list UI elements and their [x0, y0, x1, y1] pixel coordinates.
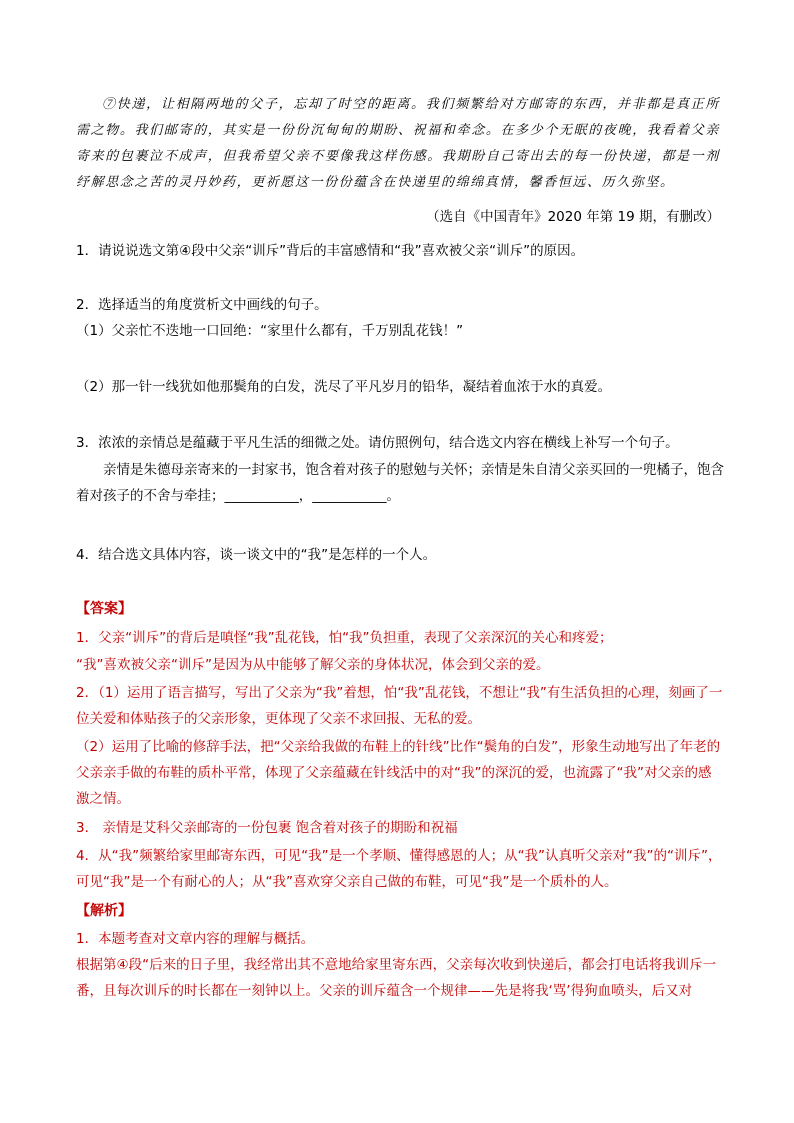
question-2-part-1: （1）父亲忙不迭地一口回绝：“家里什么都有，千万别乱花钱！”	[76, 323, 464, 339]
answer-2-part-2: （2）运用了比喻的修辞手法，把“父亲给我做的布鞋上的针线”比作“鬓角的白发”，形象生动地写出了年老的父亲亲手做的布鞋的质朴平常，体现了父亲蕴藏在针线活中的对“我”的深沉的爱，也流露了“我”对父亲的感激之情。	[76, 739, 721, 807]
answer-1-line-2: “我”喜欢被父亲“训斥”是因为从中能够了解父亲的身体状况，体会到父亲的爱。	[76, 657, 550, 673]
question-4: 4．结合选文具体内容，谈一谈文中的“我”是怎样的一个人。	[76, 547, 437, 563]
question-2: 2．选择适当的角度赏析文中画线的句子。	[76, 297, 328, 313]
passage-paragraph: ⑦快递，让相隔两地的父子，忘却了时空的距离。我们频繁给对方邮寄的东西，并非都是真正所需之物。我们邮寄的，其实是一份份沉甸甸的期盼、祝福和牵念。在多少个无眠的夜晚，我看着父亲寄来的包裹泣不成声，但我希望父亲不要像我这样伤感。我期盼自己寄出去的每一份快递，都是一剂纾解思念之苦的灵丹妙药，更祈愿这一份份蕴含在快递里的绵绵真情，馨香恒远、历久弥坚。	[76, 97, 720, 190]
analysis-paragraph: 根据第④段“后来的日子里，我经常出其不意地给家里寄东西，父亲每次收到快递后，都会打电话将我训斥一番，且每次训斥的时长都在一刻钟以上。父亲的训斥蕴含一个规律——先是将我‘骂’得狗血喷头，后又对	[76, 957, 717, 999]
analysis-heading: 【解析】	[76, 903, 132, 919]
answer-4: 4．从“我”频繁给家里邮寄东西，可见“我”是一个孝顺、懂得感恩的人；从“我”认真听父亲对“我”的“训斥”，可见“我”是一个有耐心的人；从“我”喜欢穿父亲自己做的布鞋，可见“我”是一个质朴的人。	[76, 848, 722, 890]
analysis-line-1: 1．本题考查对文章内容的理解与概括。	[76, 931, 315, 947]
answer-3: 3． 亲情是艾科父亲邮寄的一份包裹 饱含着对孩子的期盼和祝福	[76, 820, 458, 836]
answer-2-part-1: 2．（1）运用了语言描写，写出了父亲为“我”着想，怕“我”乱花钱，不想让“我”有生活负担的心理，刻画了一位关爱和体贴孩子的父亲形象，更体现了父亲不求回报、无私的爱。	[76, 685, 723, 727]
answer-heading: 【答案】	[76, 601, 132, 617]
question-3: 3．浓浓的亲情总是蕴藏于平凡生活的细微之处。请仿照例句，结合选文内容在横线上补写一个句子。	[76, 435, 679, 451]
passage-source: （选自《中国青年》2020 年第 19 期，有删改）	[426, 209, 720, 225]
question-2-part-2: （2）那一针一线犹如他那鬓角的白发，洗尽了平凡岁月的铅华，凝结着血浓于水的真爱。	[76, 379, 612, 395]
question-3-example: 亲情是朱德母亲寄来的一封家书，饱含着对孩子的慰勉与关怀；亲情是朱自清父亲买回的一兜橘子，饱含着对孩子的不舍与牵挂；___________，___________。	[76, 462, 724, 504]
answer-1-line-1: 1．父亲“训斥”的背后是嗔怪“我”乱花钱，怕“我”负担重，表现了父亲深沉的关心和疼爱；	[76, 630, 613, 646]
question-1: 1．请说说选文第④段中父亲“训斥”背后的丰富感情和“我”喜欢被父亲“训斥”的原因。	[76, 243, 585, 259]
